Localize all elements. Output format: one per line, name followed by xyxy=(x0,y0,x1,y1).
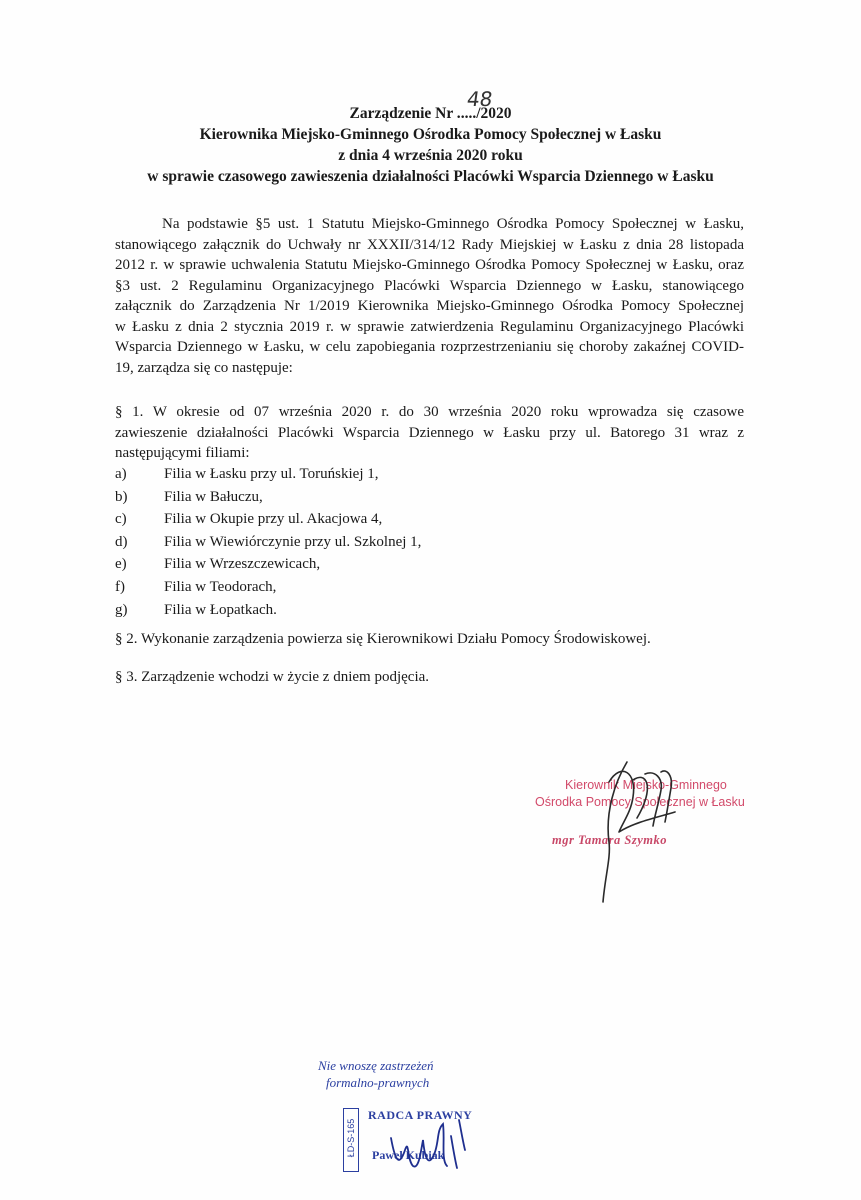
paragraph-line: Wsparcia Dziennego w Łasku, w celu zapobiegania rozprzestrzenianiu się choroby zakaźnej COVID- xyxy=(115,339,744,355)
stamp-code: ŁD-S-165 xyxy=(346,1118,356,1158)
list-marker: c) xyxy=(115,511,127,528)
paragraph-line: stanowiącego załącznik do Uchwały nr XXXII/314/12 Rady Miejskiej w Łasku z dnia 28 listopada xyxy=(115,236,744,253)
paragraph-line: Na podstawie §5 ust. 1 Statutu Miejsko-Gminnego Ośrodka Pomocy Społecznej w Łasku, xyxy=(162,216,744,232)
section-2: § 2. Wykonanie zarządzenia powierza się Kierownikowi Działu Pomocy Środowiskowej. xyxy=(115,631,651,647)
paragraph-line: §3 ust. 2 Regulaminu Organizacyjnego Placówki Wsparcia Dziennego w Łasku, stanowiącego xyxy=(115,277,744,294)
paragraph-line: załącznik do Zarządzenia Nr 1/2019 Kierownika Miejsko-Gminnego Ośrodka Pomocy Społecznej xyxy=(115,298,744,314)
order-number-dots: .... xyxy=(460,105,477,122)
handwritten-order-number: 48 xyxy=(465,87,494,111)
section-3: § 3. Zarządzenie wchodzi w życie z dniem podjęcia. xyxy=(115,669,430,685)
section-1-line: zawieszenie działalności Placówki Wsparcia Dziennego w Łasku przy ul. Batorego 31 wraz z xyxy=(115,424,744,441)
list-marker: a) xyxy=(115,466,127,482)
list-item-text: Filia w Łasku przy ul. Toruńskiej 1, xyxy=(164,466,379,482)
legal-note-line-1: Nie wnoszę zastrzeżeń xyxy=(318,1058,434,1073)
list-item-text: Filia w Wiewiórczynie przy ul. Szkolnej 1, xyxy=(164,533,422,550)
order-title xyxy=(0,87,861,124)
list-item-text: Filia w Teodorach, xyxy=(164,578,277,595)
list-marker: b) xyxy=(115,488,128,505)
date-line: z dnia 4 września 2020 roku xyxy=(338,147,523,164)
list-item-text: Filia w Łopatkach. xyxy=(164,601,277,618)
paragraph-line: w Łasku z dnia 2 stycznia 2019 r. w sprawie zatwierdzenia Regulaminu Organizacyjnego Placówki xyxy=(115,318,744,335)
legal-stamp-title: RADCA PRAWNY xyxy=(368,1108,473,1122)
list-marker: g) xyxy=(115,601,128,618)
list-marker: f) xyxy=(115,578,125,595)
paragraph-line: 2012 r. w sprawie uchwalenia Statutu Miejsko-Gminnego Ośrodka Pomocy Społecznej w Łasku, oraz xyxy=(115,257,744,273)
legal-basis-paragraph xyxy=(115,214,744,378)
stamp-code-box xyxy=(343,1108,359,1172)
stamp-institution-line: Ośrodka Pomocy Społecznej w Łasku xyxy=(535,795,745,809)
section-1 xyxy=(115,402,744,464)
list-item-text: Filia w Bałuczu, xyxy=(164,488,263,505)
section-1-line: § 1. W okresie od 07 września 2020 r. do 30 września 2020 roku wprowadza się czasowe xyxy=(115,404,744,420)
order-title-suffix: /2020 xyxy=(476,105,512,122)
stamp-title-line: Kierownik Miejsko-Gminnego xyxy=(565,778,727,792)
stamp-name: mgr Tamara Szymko xyxy=(552,833,668,847)
list-marker: e) xyxy=(115,556,127,573)
section-1-line: następującymi filiami: xyxy=(115,445,250,461)
list-item-text: Filia w Okupie przy ul. Akacjowa 4, xyxy=(164,511,383,528)
legal-stamp-name: Paweł Kubiak xyxy=(372,1148,445,1162)
subject-line: w sprawie czasowego zawieszenia działalności Placówki Wsparcia Dziennego w Łasku xyxy=(147,168,714,185)
list-item-text: Filia w Wrzeszczewicach, xyxy=(164,556,321,573)
legal-note-line-2: formalno-prawnych xyxy=(326,1075,430,1090)
order-title-prefix: Zarządzenie Nr . xyxy=(349,105,461,122)
issuer-line: Kierownika Miejsko-Gminnego Ośrodka Pomocy Społecznej w Łasku xyxy=(199,126,662,143)
paragraph-line: 19, zarządza się co następuje: xyxy=(115,359,293,376)
list-marker: d) xyxy=(115,533,128,550)
